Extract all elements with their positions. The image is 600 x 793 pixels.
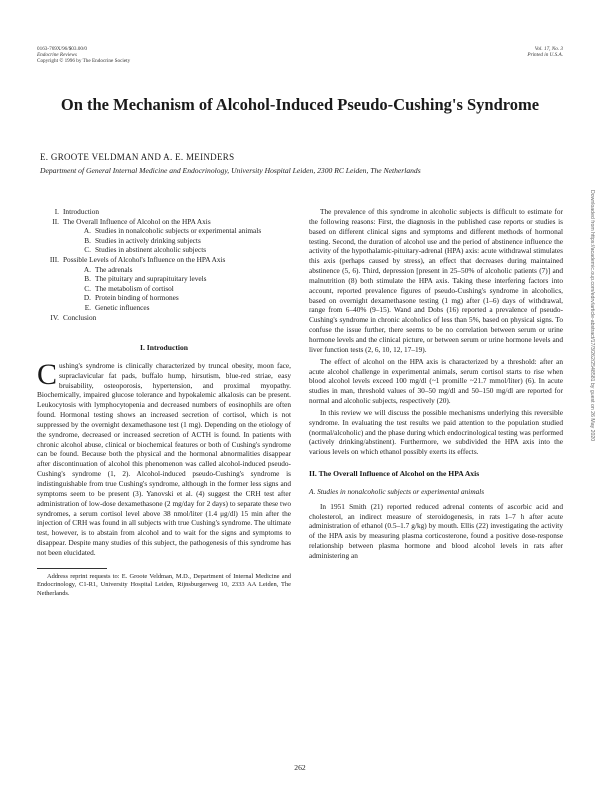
header-line: Endocrine Reviews bbox=[37, 52, 77, 59]
article-authors: E. GROOTE VELDMAN AND A. E. MEINDERS bbox=[40, 152, 235, 162]
toc-number: E. bbox=[84, 302, 91, 312]
header-line: Printed in U.S.A. bbox=[527, 52, 563, 59]
table-of-contents bbox=[37, 207, 307, 322]
toc-number: D. bbox=[83, 293, 91, 303]
section-heading-introduction: I. Introduction bbox=[140, 343, 188, 352]
toc-item bbox=[37, 245, 307, 255]
author-affiliation: Department of General Internal Medicine and Endocrinology, University Hospital Leiden, 2300 RC Leiden, The Netherlands bbox=[40, 166, 421, 175]
toc-item bbox=[37, 226, 307, 236]
toc-text: The metabolism of cortisol bbox=[95, 283, 174, 293]
toc-number: A. bbox=[83, 264, 91, 274]
journal-header-right bbox=[527, 46, 563, 58]
left-column bbox=[37, 343, 291, 598]
intro-paragraph-text: ushing's syndrome is clinically characterized by truncal obesity, moon face, supraclavicular fat pads, buffalo hump, hirsutism, blue-red striae, easy bruisability, osteoporosis, hypertension, and proximal myopathy. Biochemically, impaired glucose tolerance and hypokalemic alkalosis can be present. Leukocytosis with lymphocytopenia and decreased numbers of eosinophils are often found. Hormonal testing shows an increased secretion of cortisol, which is not suppressed by the overnight dexamethasone test (1 mg). Depending on the etiology of the syndrome, decreased or increased secretion of ACTH is found. In patients with chronic alcohol abuse, clinical or biochemical features or both of Cushing's syndrome can be found. Because both the physical and the hormonal abnormalities disappear after discontinuation of alcohol this phenomenon was called alcohol-induced pseudo-Cushing's syndrome (1, 2). Alcohol-induced pseudo-Cushing's syndrome is indistinguishable from true Cushing's syndrome, although in the former less signs and symptoms seem to be present (3). Yanovski et al. (4) suggest the CRH test after administration of low-dose dexamethasone (2 mg/day for 2 days) to separate these two syndromes, a serum cortisol level above 38 nmol/liter (1.4 μg/dl) 15 min after the injection of CRH was found in all subjects with true Cushing's syndrome. The ultimate test, however, is to abstain from alcohol and to wait for the signs and symptoms to disappear. Despite many studies of this subject, the pathogenesis of this syndrome has not been elucidated. bbox=[37, 360, 291, 557]
body-paragraph: The prevalence of this syndrome in alcoholic subjects is difficult to estimate for the following reasons: First, the diagnosis in the published case reports or studies is based on different clinical signs and symptoms and different methods of hormonal testing. Second, the duration of alcohol use and the period of abstinence influence the activity of the hypothalamic-pituitary-adrenal (HPA) axis: acute withdrawal stimulates this axis (perhaps caused by stress), an effect that decreases during maintained abstinence (5, 6). Third, depression [present in 25–50% of alcoholic patients (7)] and malnutrition (8) both stimulate the HPA axis. Taking these interfering factors into account, reported prevalence figures of pseudo-Cushing's syndrome in alcoholics, based on overnight dexamethasone testing (1 mg) after (1–6) days of withdrawal, range from 6–40% (9–15). Wand and Dobs (16) reported a prevalence of pseudo-Cushing's syndrome in chronic alcoholics of less than 5%, based on physical signs. To confuse the issue further, there seems to be no correlation between serum or urine hormone levels and the clinical picture, or between serum or urine hormone levels and liver function tests (2, 6, 10, 12, 17–19). bbox=[309, 207, 563, 354]
toc-item bbox=[37, 303, 307, 313]
toc-text: Genetic influences bbox=[95, 302, 150, 312]
toc-number: III. bbox=[49, 254, 59, 264]
toc-text: The adrenals bbox=[95, 264, 133, 274]
toc-number: A. bbox=[83, 226, 91, 236]
toc-text: Conclusion bbox=[63, 312, 97, 322]
toc-text: Studies in nonalcoholic subjects or experimental animals bbox=[95, 226, 262, 236]
body-paragraph: In this review we will discuss the possible mechanisms underlying this reversible syndrome. In evaluating the test results we paid attention to the population studied (normal/alcoholic) and the phase during which endocrinological testing was performed (actively drinking/abstinent). Furthermore, we subdivided the HPA axis into the various levels on which ethanol possibly exerts its effects. bbox=[309, 407, 563, 457]
toc-item bbox=[37, 236, 307, 246]
toc-item bbox=[37, 313, 307, 323]
footnote-divider bbox=[37, 568, 107, 569]
toc-number: C. bbox=[84, 283, 91, 293]
download-note-text: Downloaded from https://academic.oup.com/edrv/article-abstract/17/3/262/2548581 by guest on 26 May 2020 bbox=[589, 190, 595, 442]
toc-text: Studies in actively drinking subjects bbox=[95, 235, 201, 245]
toc-number: B. bbox=[84, 235, 91, 245]
header-line: Vol. 17, No. 3 bbox=[534, 46, 563, 52]
footnote: Address reprint requests to: E. Groote Veldman, M.D., Department of Internal Medicine and Endocrinology, C1-R1, University Hospital Leiden, Rijnsburgerweg 10, 2333 AA Leiden, The Netherlands. bbox=[37, 572, 291, 597]
body-paragraph: The effect of alcohol on the HPA axis is characterized by a threshold: after an acute alcohol challenge in experimental animals, serum cortisol starts to rise when blood alcohol levels exceed 100 mg/dl (~1 promille ~21.7 mmol/liter) (6). In acute studies in man, threshold values of 30–50 mg/dl and 50–150 mg/dl are reported for normal and alcoholic subjects, respectively (20). bbox=[309, 356, 563, 406]
journal-header-left bbox=[37, 46, 130, 65]
article-title: On the Mechanism of Alcohol-Induced Pseudo-Cushing's Syndrome bbox=[60, 95, 540, 114]
toc-number: I. bbox=[54, 207, 59, 216]
body-paragraph: In 1951 Smith (21) reported reduced adrenal contents of ascorbic acid and cholesterol, an indirect measure of steroidogenesis, in rats 1–7 h after acute administration of ethanol (0.5–1.7 g/kg) by mouth. Ellis (22) investigating the activity of the HPA axis by measuring plasma corticosterone, found a positive dose-response relationship between plasma hormone and blood alcohol levels in rats after administering an bbox=[309, 501, 563, 560]
toc-item bbox=[37, 284, 307, 294]
toc-item bbox=[37, 255, 307, 265]
toc-text: Studies in abstinent alcoholic subjects bbox=[95, 245, 207, 255]
toc-text: The pituitary and suprapituitary levels bbox=[95, 274, 207, 284]
drop-cap: C bbox=[37, 357, 58, 391]
toc-item bbox=[37, 217, 307, 227]
toc-text: The Overall Influence of Alcohol on the HPA Axis bbox=[63, 216, 211, 226]
header-line: 0163-769X/96/$03.00/0 bbox=[37, 46, 88, 52]
toc-item bbox=[37, 274, 307, 284]
toc-item bbox=[37, 293, 307, 303]
toc-text: Introduction bbox=[63, 207, 100, 216]
section-heading-hpa-axis: II. The Overall Influence of Alcohol on the HPA Axis bbox=[309, 469, 480, 479]
toc-number: B. bbox=[84, 274, 91, 284]
toc-item bbox=[37, 207, 307, 217]
toc-text: Protein binding of hormones bbox=[95, 293, 179, 303]
toc-item bbox=[37, 265, 307, 275]
subsection-heading: A. Studies in nonalcoholic subjects or experimental animals bbox=[309, 486, 485, 496]
toc-number: C. bbox=[84, 245, 91, 255]
header-line: Copyright © 1996 by The Endocrine Society bbox=[37, 58, 131, 65]
toc-number: IV. bbox=[50, 312, 59, 322]
page-number: 262 bbox=[294, 763, 306, 772]
download-watermark bbox=[587, 190, 595, 610]
toc-text: Possible Levels of Alcohol's Influence on the HPA Axis bbox=[63, 254, 226, 264]
right-column bbox=[309, 207, 563, 563]
toc-number: II. bbox=[52, 216, 59, 226]
intro-paragraph bbox=[37, 357, 291, 558]
